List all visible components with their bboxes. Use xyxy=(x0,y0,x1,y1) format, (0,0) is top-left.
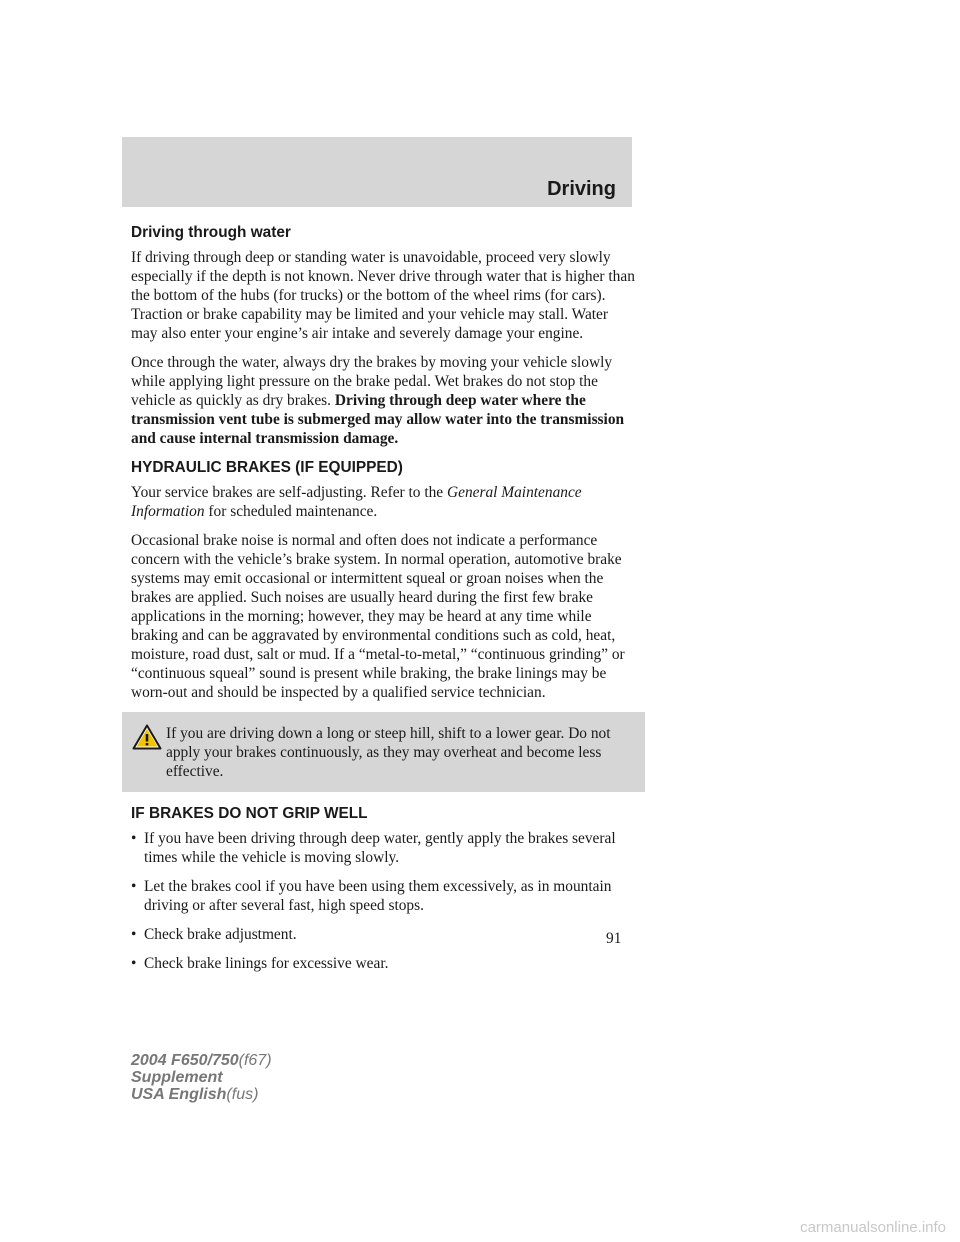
water-paragraph-2 xyxy=(131,353,636,448)
footer-language-code: (fus) xyxy=(226,1086,259,1103)
grip-list xyxy=(131,829,636,973)
warning-text: If you are driving down a long or steep hill, shift to a lower gear. Do not apply your brakes continuously, as they may overheat and become less effective. xyxy=(166,725,611,780)
list-item xyxy=(131,925,636,944)
bullet: • xyxy=(131,878,137,895)
list-item-text: Check brake linings for excessive wear. xyxy=(144,955,389,972)
bullet: • xyxy=(131,830,137,847)
section-header-band xyxy=(122,137,632,207)
heading-hydraulic-brakes: HYDRAULIC BRAKES (IF EQUIPPED) xyxy=(131,459,403,476)
section-title: Driving xyxy=(547,178,616,200)
heading-brakes-do-not-grip: IF BRAKES DO NOT GRIP WELL xyxy=(131,805,368,822)
footer-model: 2004 F650/750 xyxy=(131,1052,239,1069)
hydraulic-paragraph-2: Occasional brake noise is normal and often does not indicate a performance concern with the vehicle’s brake system. In normal operation, automotive brake systems may emit occasional or intermittent squeal or groan noises when the brakes are applied. Such noises are usually heard during the first few brake applications in the morning; however, they may be heard at any time while braking and can be aggravated by environmental conditions such as cold, heat, moisture, road dust, salt or mud. If a “metal-to-metal,” “continuous grinding” or “continuous squeal” sound is present while braking, the brake linings may be worn-out and should be inspected by a qualified service technician. xyxy=(131,532,625,701)
page-number: 91 xyxy=(606,930,622,947)
hydraulic-paragraph-1 xyxy=(131,483,636,521)
page-content xyxy=(131,223,636,983)
list-item-text: Check brake adjustment. xyxy=(144,926,297,943)
maintenance-reference: General Maintenance Information xyxy=(131,484,582,520)
warning-box xyxy=(122,712,645,792)
bullet: • xyxy=(131,955,137,972)
water-paragraph-1: If driving through deep or standing water is unavoidable, proceed very slowly especially if the depth is not known. Never drive through water that is higher than the bottom of the hubs (for trucks) or the bottom of the wheel rims (for cars). Traction or brake capability may be limited and your vehicle may stall. Water may also enter your engine’s air intake and severely damage your engine. xyxy=(131,249,635,342)
watermark: carmanualsonline.info xyxy=(800,1219,946,1236)
footer-language-line xyxy=(131,1086,272,1103)
heading-driving-through-water: Driving through water xyxy=(131,224,291,241)
list-item xyxy=(131,954,636,973)
water-p2-bold-warning: Driving through deep water where the transmission vent tube is submerged may allow water into the transmission and cause internal transmission damage. xyxy=(131,392,625,447)
footer-model-code: (f67) xyxy=(238,1052,272,1069)
hydraulic-p1-start: Your service brakes are self-adjusting. Refer to the xyxy=(131,484,444,501)
list-item-text: Let the brakes cool if you have been using them excessively, as in mountain driving or after several fast, high speed stops. xyxy=(144,878,612,914)
bullet: • xyxy=(131,926,137,943)
warning-triangle-icon xyxy=(132,724,162,750)
list-item xyxy=(131,877,636,915)
water-p2-text: Once through the water, always dry the brakes by moving your vehicle slowly while applying light pressure on the brake pedal. Wet brakes do not stop the vehicle as quickly as dry brakes. xyxy=(131,354,613,409)
footer-model-line xyxy=(131,1052,272,1069)
list-item-text: If you have been driving through deep water, gently apply the brakes several times while the vehicle is moving slowly. xyxy=(144,830,616,866)
footer-language: USA English xyxy=(131,1086,227,1103)
footer-doc-type: Supplement xyxy=(131,1069,223,1086)
document-footer xyxy=(131,1052,272,1103)
hydraulic-p1-end: for scheduled maintenance. xyxy=(208,503,378,520)
list-item xyxy=(131,829,636,867)
